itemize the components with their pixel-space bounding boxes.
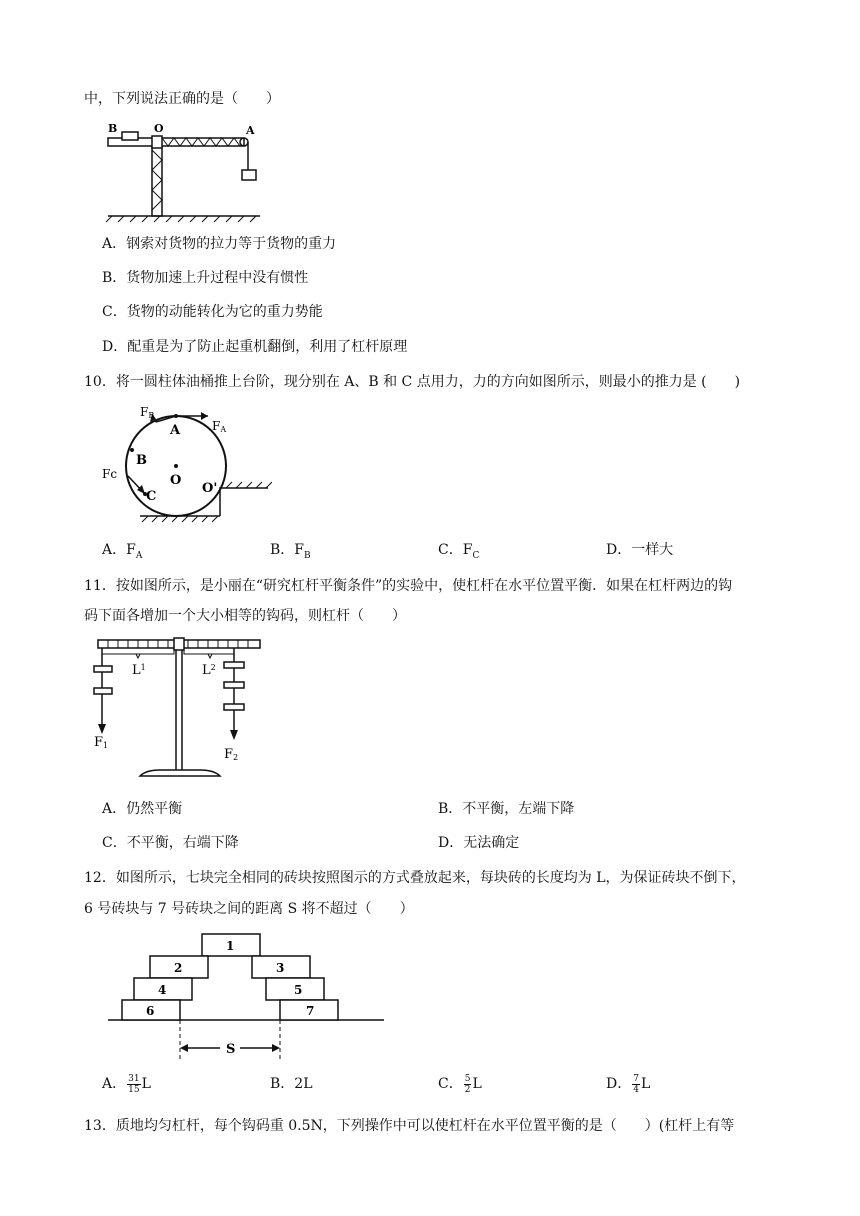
q13-stem: 13．质地均匀杠杆，每个钩码重 0.5N，下列操作中可以使杠杆在水平位置平衡的是（ ）(杠杆上有等 (84, 1118, 735, 1134)
q12-stem-line1: 12．如图所示，七块完全相同的砖块按照图示的方式叠放起来，每块砖的长度均为 L，为保证砖块不倒下， (84, 870, 746, 886)
q10-stem: 10．将一圆柱体油桶推上台阶，现分别在 A、B 和 C 点用力，力的方向如图所示，则最小的推力是 ( ) (84, 374, 741, 390)
q9-label-o: O (154, 122, 164, 135)
q12-brick-4-label: 4 (158, 983, 167, 997)
q11-label-f1: F1 (94, 735, 109, 750)
q9-option-b: B．货物加速上升过程中没有惯性 (102, 270, 309, 286)
q10-label-fa: FA (212, 419, 227, 434)
q12-brick-1-label: 1 (226, 939, 235, 953)
q12-brick-3-label: 3 (276, 961, 285, 975)
q11-label-l2: $L^2$ (202, 663, 216, 678)
q12-option-b: B．2L (270, 1076, 313, 1092)
q11-label-f2: F2 (224, 747, 239, 762)
q12-stem-line2: 6 号砖块与 7 号砖块之间的距离 S 将不超过（ ） (84, 901, 414, 917)
q12-brick-5-label: 5 (294, 983, 303, 997)
q12-option-c-fraction: $\frac{5}{2}$ (464, 1073, 471, 1095)
q10-option-d: D．一样大 (606, 542, 674, 558)
q12-brick-2-label: 2 (174, 961, 183, 975)
q11-option-c: C．不平衡，右端下降 (102, 835, 239, 851)
q10-label-fc: Fc (102, 467, 118, 481)
q9-option-a: A．钢索对货物的拉力等于货物的重力 (102, 236, 337, 252)
q12-brick-6-label: 6 (146, 1004, 155, 1018)
q11-label-l1: $L^1$ (132, 663, 146, 678)
q9-stem: 中，下列说法正确的是（ ） (84, 91, 280, 107)
q9-label-a: A (246, 124, 255, 137)
q10-label-b: B (136, 453, 147, 468)
q10-label-c: C (146, 489, 157, 504)
q11-stem-line1: 11．按如图所示，是小丽在“研究杠杆平衡条件”的实验中，使杠杆在水平位置平衡．如果在杠杆两边的钩 (84, 578, 733, 594)
q12-bricks-figure (106, 930, 386, 1065)
q11-lever-figure (90, 636, 266, 782)
q10-label-o-prime: O' (202, 481, 218, 496)
q9-option-d: D．配重是为了防止起重机翻倒，利用了杠杆原理 (102, 339, 408, 355)
q10-option-b: B．$F_B$ (270, 542, 311, 561)
q10-label-o: O (170, 473, 182, 488)
q12-option-c: C． $\frac{5}{2}$ L (438, 1073, 482, 1095)
q12-label-s: S (226, 1042, 236, 1057)
q9-option-c: C．货物的动能转化为它的重力势能 (102, 304, 323, 320)
q10-label-fb: FB (140, 405, 155, 420)
q12-option-d: D． $\frac{7}{4}$ L (606, 1073, 651, 1095)
q12-option-d-fraction: $\frac{7}{4}$ (633, 1073, 639, 1095)
q12-option-a-fraction: $\frac{31}{15}$ (128, 1073, 140, 1095)
q10-barrel-figure (100, 402, 272, 528)
q9-crane-figure (104, 118, 264, 224)
q11-option-b: B．不平衡，左端下降 (438, 801, 575, 817)
q10-label-a: A (170, 423, 181, 438)
q11-option-a: A．仍然平衡 (102, 801, 183, 817)
q12-brick-7-label: 7 (306, 1004, 315, 1018)
q10-option-a: A．$F_A$ (102, 542, 143, 561)
q9-label-b: B (108, 122, 118, 135)
q12-option-a: A． $\frac{31}{15}$ L (102, 1073, 151, 1095)
q11-stem-line2: 码下面各增加一个大小相等的钩码，则杠杆（ ） (84, 608, 406, 624)
q11-option-d: D．无法确定 (438, 835, 520, 851)
q10-option-c: C．$F_C$ (438, 542, 480, 561)
